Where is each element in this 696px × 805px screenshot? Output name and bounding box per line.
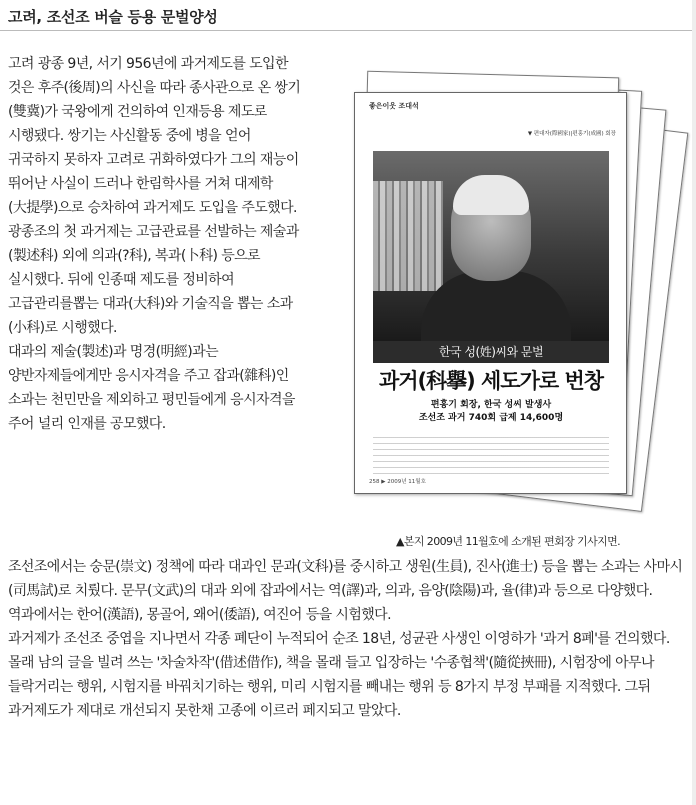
column-text bbox=[8, 52, 304, 436]
figure-caption: ▲본지 2009년 11월호에 소개된 편회장 기사지면. bbox=[396, 535, 621, 548]
paragraph: 과거제가 조선조 중엽을 지나면서 각종 폐단이 누적되어 순조 18년, 성균관 사생인 이영하가 '과거 8폐'를 건의했다. bbox=[8, 631, 670, 647]
magazine-deck bbox=[373, 399, 609, 425]
paragraph: 광종조의 첫 과거제는 고급관료를 선발하는 제술과(製述科) 외에 의과(?科), 복과(卜科) 등으로 실시했다. 뒤에 인종때 제도를 정비하여 고급관리를뽑는 대과(大科)와 기술직을 뽑는 소과(小科)로 시행했다. bbox=[8, 224, 299, 336]
portrait-photo bbox=[373, 151, 609, 341]
paragraph: 대과의 제술(製述)과 명경(明經)과는 양반자제들에게만 응시자격을 주고 잡과(雜科)인 소과는 천민만을 제외하고 평민들에게 응시자격을 주어 널리 인재를 공모했다. bbox=[8, 344, 295, 432]
paragraph: 고려 광종 9년, 서기 956년에 과거제도를 도입한 것은 후주(後周)의 사신을 따라 종사관으로 온 쌍기(雙冀)가 국왕에게 건의하여 인재등용 제도로 시행됐다. 쌍기는 사신활동 중에 병을 얻어 귀국하지 못하자 고려로 귀화하였다가 그의 재능이 뛰어난 사실이 드러나 한림학사를 거쳐 대제학(大提學)으로 승차하여 과거제도 도입을 주도했다. bbox=[8, 56, 301, 216]
magazine-page bbox=[354, 92, 627, 494]
title-band bbox=[373, 341, 609, 363]
magazine-body-text bbox=[373, 437, 609, 477]
band-text: 한국 성(姓)씨와 문벌 bbox=[438, 345, 544, 359]
portrait-body bbox=[421, 271, 571, 351]
full-width-text bbox=[8, 555, 692, 723]
magazine-section-header: 좋은이웃 조대석 bbox=[369, 102, 419, 110]
paragraph: 몰래 남의 글을 빌려 쓰는 '차술차작'(借述借作), 책을 몰래 들고 입장하는 '수종협책'(隨從挾冊), 시험장에 아무나 들락거리는 행위, 시험지를 바꿔치기하는 행위, 미리 시험지를 빼내는 행위 등 8가지 부정 부패를 지적했다. 그뒤 과거제도가 제대로 개선되지 못한채 고종에 이르러 페지되고 말았다. bbox=[8, 655, 654, 719]
paragraph: 조선조에서는 숭문(崇文) 정책에 따라 대과인 문과(文科)를 중시하고 생원(生員), 진사(進士) 등을 뽑는 소과는 사마시(司馬試)로 치뤘다. 문무(文武)의 대과 외에 잡과에서는 역(譯)과, 의과, 음양(陰陽)과, 율(律)과 등으로 다양했다. 역과에서는 한어(漢語), 몽골어, 왜어(倭語), 여진어 등을 시험했다. bbox=[8, 559, 683, 623]
article-title: 고려, 조선조 버슬 등용 문벌양성 bbox=[8, 8, 218, 26]
title-divider bbox=[0, 30, 696, 31]
magazine-footer: 258 ▶ 2009년 11월호 bbox=[369, 479, 426, 485]
deck-line: 조선조 과거 740회 급제 14,600명 bbox=[418, 413, 564, 423]
magazine-headline: 과거(科擧) 세도가로 번창 bbox=[378, 369, 604, 393]
magazine-subhead: ▼ 편대자(際國家)|편홍기(成國) 회장 bbox=[527, 131, 616, 137]
scrollbar[interactable] bbox=[692, 0, 696, 805]
deck-line: 편홍기 회장, 한국 성씨 발생사 bbox=[430, 400, 552, 410]
magazine-figure bbox=[336, 64, 670, 504]
bookshelf bbox=[373, 181, 443, 291]
portrait-hair bbox=[453, 175, 529, 215]
